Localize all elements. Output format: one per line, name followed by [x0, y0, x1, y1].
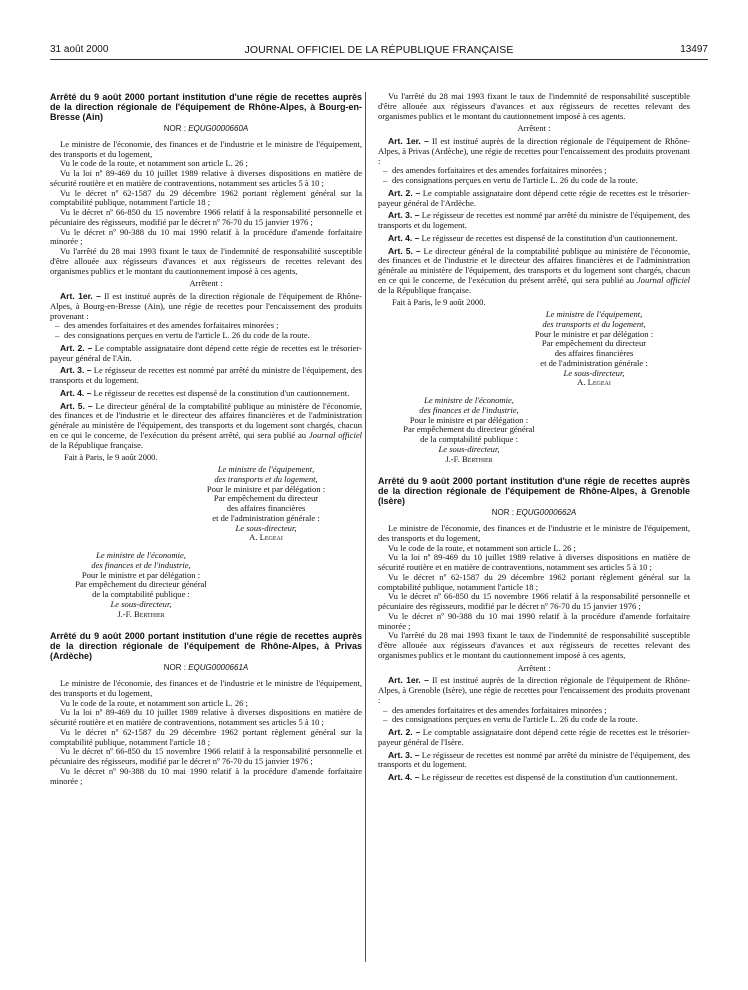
list-item: – des consignations perçues en vertu de l'article L. 26 du code de la route.	[378, 715, 690, 725]
article-label: Art. 2. –	[388, 727, 421, 737]
fait-a-paris: Fait à Paris, le 9 août 2000.	[64, 452, 158, 463]
preamble-paragraph: Vu l'arrêté du 28 mai 1993 fixant le taux de l'indemnité de responsabilité susceptible d'être allouée aux régisseurs d'avances et aux régisseurs de recettes relevant des organismes publics et le montant du cautionnement imposé à ces agents,	[378, 630, 690, 660]
preamble-paragraph: Vu le décret nº 66-850 du 15 novembre 1966 relatif à la responsabilité personnelle et pécuniaire des régisseurs, modifié par le décret nº 76-70 du 15 janvier 1976 ;	[50, 746, 362, 766]
fait-a-paris: Fait à Paris, le 9 août 2000.	[392, 297, 486, 308]
right-column	[378, 92, 690, 783]
article-text: Il est institué auprès de la direction régionale de l'équipement de Rhône-Alpes, à Grenoble (Isère), une régie de recettes pour l'encaissement des produits provenant :	[378, 675, 690, 705]
list-item: – des consignations perçues en vertu de l'article L. 26 du code de la route.	[378, 176, 690, 186]
left-column	[50, 92, 362, 786]
article-1	[50, 292, 362, 321]
article-label: Art. 5. –	[60, 400, 93, 411]
signatory-name: A. Legeai	[577, 377, 611, 388]
article-text: Le comptable assignataire dont dépend cette régie de recettes est le trésorier-payeur général de l'Isère.	[378, 727, 690, 747]
nor-code: EQUG0000662A	[516, 508, 577, 518]
article-text: Le comptable assignataire dont dépend cette régie de recettes est le trésorier-payeur général de l'Ain.	[50, 342, 362, 363]
article-4	[50, 389, 362, 399]
signature-line: Par empêchement du directeur	[213, 493, 319, 504]
article-label: Art. 2. –	[60, 342, 93, 353]
article-label: Art. 1er. –	[60, 291, 101, 301]
article-text: Le régisseur de recettes est nommé par arrêté du ministre de l'équipement, des transports et du logement.	[50, 365, 362, 385]
signature-line: des transports et du logement,	[214, 473, 318, 484]
article-label: Art. 1er. –	[388, 136, 429, 146]
article-2	[378, 189, 690, 209]
signatory-name: A. Legeai	[249, 532, 283, 543]
article-3	[50, 366, 362, 386]
article-3	[378, 751, 690, 771]
article-4	[378, 773, 690, 783]
signature-equipement	[498, 310, 690, 388]
article-text: de la République française.	[378, 284, 472, 295]
article-label: Art. 1er. –	[388, 675, 429, 686]
signature-line: Le ministre de l'équipement,	[545, 309, 643, 319]
signature-line: des finances et de l'industrie,	[419, 404, 519, 415]
signature-economie	[378, 396, 560, 464]
journal-reference: Journal officiel	[636, 274, 690, 285]
signature-line: des finances et de l'industrie,	[91, 559, 191, 570]
signature-line: des affaires financières	[226, 503, 306, 513]
preamble-paragraph: Vu le décret nº 62-1587 du 29 décembre 1962 portant règlement général sur la comptabilité publique, notamment l'article 18 ;	[378, 571, 690, 592]
article-text: Le directeur général de la comptabilité publique au ministère de l'économie, des finances et de l'industrie et le directeur des affaires financières et de l'administration générale au ministère de l'équipement, des transports et du logement sont chargés, chacun en ce qui le concerne, de l'exécution du présent arrêté, qui sera publié au	[50, 400, 362, 440]
signature-line: Pour le ministre et par délégation :	[534, 328, 654, 339]
signature-line: Le sous-directeur,	[110, 598, 172, 609]
preamble-paragraph: Vu le décret nº 62-1587 du 29 décembre 1962 portant règlement général sur la comptabilité publique, notamment l'article 18 ;	[50, 726, 362, 747]
preamble-paragraph: Vu le décret nº 66-850 du 15 novembre 1966 relatif à la responsabilité personnelle et pécuniaire des régisseurs, modifié par le décret nº 76-70 du 15 janvier 1976 ;	[378, 591, 690, 611]
article-label: Art. 4. –	[60, 387, 92, 398]
preamble-paragraph: Vu le code de la route, et notamment son article L. 26 ;	[388, 542, 576, 553]
preamble-paragraph: Le ministre de l'économie, des finances et de l'industrie et le ministre de l'équipement, des transports et du logement,	[50, 138, 362, 159]
signatory-name: J.-F. Berthier	[445, 453, 493, 464]
header-rule	[50, 59, 708, 60]
arrete-ardeche-continued	[378, 92, 690, 464]
signatory-name: J.-F. Berthier	[117, 608, 165, 619]
preamble-paragraph: Vu le code de la route, et notamment son article L. 26 ;	[60, 697, 248, 708]
signature-line: Le ministre de l'économie,	[96, 550, 186, 560]
article-2	[50, 344, 362, 364]
article-text: de la République française.	[50, 439, 144, 450]
preamble-paragraph: Vu le décret nº 90-388 du 10 mai 1990 relatif à la procédure d'amende forfaitaire minorée ;	[50, 226, 362, 247]
preamble-paragraph: Vu l'arrêté du 28 mai 1993 fixant le taux de l'indemnité de responsabilité susceptible d'être allouée aux régisseurs d'avances et aux régisseurs de recettes relevant des organismes publics et le montant du cautionnement imposé à ces agents,	[50, 246, 362, 276]
article-label: Art. 3. –	[388, 749, 420, 760]
signature-line: Pour le ministre et par délégation :	[81, 569, 201, 580]
preamble-paragraph: Le ministre de l'économie, des finances et de l'industrie et le ministre de l'équipement, des transports et du logement,	[378, 523, 690, 543]
article-label: Art. 4. –	[388, 772, 420, 782]
article-5	[378, 247, 690, 296]
article-label: Art. 5. –	[388, 245, 421, 256]
nor-label: NOR :	[163, 663, 186, 673]
article-text: Le régisseur de recettes est dispensé de la constitution d'un cautionnement.	[421, 772, 678, 782]
list-item: – des amendes forfaitaires et des amendes forfaitaires minorées ;	[50, 321, 362, 331]
arrete-title: Arrêté du 9 août 2000 portant institution d'une régie de recettes auprès de la direction régionale de l'équipement de Rhône-Alpes, à Privas (Ardèche)	[50, 631, 362, 662]
list-item: – des consignations perçues en vertu de l'article L. 26 du code de la route.	[50, 331, 362, 341]
signature-line: Le sous-directeur,	[563, 367, 625, 378]
signature-line: et de l'administration générale :	[540, 357, 648, 368]
article-3	[378, 211, 690, 231]
arrete-ardeche	[50, 631, 362, 786]
arrete-ain	[50, 92, 362, 619]
arrete-title: Arrêté du 9 août 2000 portant institution d'une régie de recettes auprès de la direction régionale de l'équipement de Rhône-Alpes, à Bourg-en-Bresse (Ain)	[50, 92, 362, 122]
arretent-heading: Arrêtent :	[189, 278, 223, 289]
article-label: Art. 3. –	[60, 365, 92, 376]
nor-reference	[378, 508, 690, 518]
arrete-title: Arrêté du 9 août 2000 portant institution d'une régie de recettes auprès de la direction régionale de l'équipement de Rhône-Alpes, à Grenoble (Isère)	[378, 476, 690, 507]
arrete-isere	[378, 476, 690, 783]
nor-label: NOR :	[163, 124, 186, 133]
article-text: Le régisseur de recettes est dispensé de la constitution d'un cautionnement.	[93, 387, 350, 398]
nor-reference	[50, 124, 362, 134]
journal-title: JOURNAL OFFICIEL DE LA RÉPUBLIQUE FRANÇAISE	[244, 44, 514, 56]
nor-label: NOR :	[491, 508, 514, 518]
signature-line: Par empêchement du directeur	[541, 338, 647, 349]
signature-line: des transports et du logement,	[542, 318, 646, 329]
arretent-heading: Arrêtent :	[517, 123, 551, 134]
article-5	[50, 402, 362, 451]
page-header	[50, 44, 708, 58]
preamble-paragraph: Vu la loi nº 89-469 du 10 juillet 1989 relative à diverses dispositions en matière de sécurité routière et en matière de contraventions, notamment ses articles 5 à 10 ;	[50, 707, 362, 727]
signature-line: de la comptabilité publique :	[420, 434, 518, 444]
preamble-paragraph: Le ministre de l'économie, des finances et de l'industrie et le ministre de l'équipement, des transports et du logement,	[50, 678, 362, 698]
article-text: Le directeur général de la comptabilité publique au ministère de l'économie, des finances et de l'industrie et le directeur des affaires financières et de l'administration générale au ministère de l'équipement, des transports et du logement sont chargés, chacun en ce qui le concerne, de l'exécution du présent arrêté, qui sera publié au	[378, 245, 690, 285]
nor-code: EQUG0000660A	[188, 124, 249, 133]
arretent-heading: Arrêtent :	[517, 662, 551, 673]
article-1	[378, 676, 690, 705]
article-label: Art. 2. –	[388, 187, 421, 198]
nor-reference	[50, 663, 362, 673]
preamble-paragraph: Vu le code de la route, et notamment son article L. 26 ;	[60, 158, 248, 169]
page-number: 13497	[680, 44, 708, 55]
signature-line: Le sous-directeur,	[438, 443, 500, 454]
list-item: – des amendes forfaitaires et des amendes forfaitaires minorées ;	[378, 706, 690, 716]
preamble-paragraph: Vu le décret nº 90-388 du 10 mai 1990 relatif à la procédure d'amende forfaitaire minorée ;	[50, 765, 362, 786]
preamble-paragraph: Vu le décret nº 66-850 du 15 novembre 1966 relatif à la responsabilité personnelle et pécuniaire des régisseurs, modifié par le décret nº 76-70 du 15 janvier 1976 ;	[50, 207, 362, 227]
signature-line: et de l'administration générale :	[212, 512, 320, 523]
signature-line: des affaires financières	[554, 348, 634, 358]
article-text: Il est institué auprès de la direction régionale de l'équipement de Rhône-Alpes, à Bourg-en-Bresse (Ain), une régie de recettes pour l'encaissement des produits provenant :	[50, 291, 362, 321]
article-4	[378, 234, 690, 244]
article-1	[378, 137, 690, 166]
signature-equipement	[170, 465, 362, 543]
signature-line: Le ministre de l'équipement,	[217, 464, 315, 474]
preamble-paragraph: Vu le décret nº 90-388 du 10 mai 1990 relatif à la procédure d'amende forfaitaire minorée ;	[378, 610, 690, 631]
article-2	[378, 728, 690, 748]
signature-line: Par empêchement du directeur général	[403, 424, 535, 435]
signature-line: Par empêchement du directeur général	[75, 579, 207, 590]
article-label: Art. 3. –	[388, 210, 420, 221]
article-text: Le comptable assignataire dont dépend cette régie de recettes est le trésorier-payeur général de l'Ardèche.	[378, 187, 690, 208]
signature-line: Pour le ministre et par délégation :	[409, 414, 529, 425]
article-text: Le régisseur de recettes est dispensé de la constitution d'un cautionnement.	[421, 232, 678, 243]
preamble-paragraph: Vu le décret nº 62-1587 du 29 décembre 1962 portant règlement général sur la comptabilité publique, notamment l'article 18 ;	[50, 187, 362, 208]
article-text: Le régisseur de recettes est nommé par arrêté du ministre de l'équipement, des transports et du logement.	[378, 749, 690, 770]
signature-economie	[50, 551, 232, 619]
article-text: Le régisseur de recettes est nommé par arrêté du ministre de l'équipement, des transports et du logement.	[378, 210, 690, 230]
preamble-paragraph: Vu la loi nº 89-469 du 10 juillet 1989 relative à diverses dispositions en matière de sécurité routière et en matière de contraventions, notamment ses articles 5 à 10 ;	[378, 552, 690, 572]
list-item: – des amendes forfaitaires et des amendes forfaitaires minorées ;	[378, 166, 690, 176]
article-text: Il est institué auprès de la direction régionale de l'équipement de Rhône-Alpes, à Privas (Ardèche), une régie de recettes pour l'encaissement des produits provenant :	[378, 136, 690, 166]
signature-line: Pour le ministre et par délégation :	[206, 483, 326, 494]
signature-line: Le ministre de l'économie,	[424, 395, 514, 405]
journal-reference: Journal officiel	[308, 429, 362, 440]
issue-date: 31 août 2000	[50, 44, 109, 55]
column-separator	[365, 92, 366, 962]
preamble-paragraph: Vu la loi nº 89-469 du 10 juillet 1989 relative à diverses dispositions en matière de sécurité routière et en matière de contraventions, notamment ses articles 5 à 10 ;	[50, 168, 362, 188]
nor-code: EQUG0000661A	[188, 663, 249, 673]
signature-line: de la comptabilité publique :	[92, 589, 190, 599]
signature-line: Le sous-directeur,	[235, 522, 297, 533]
article-label: Art. 4. –	[388, 232, 420, 243]
preamble-paragraph: Vu l'arrêté du 28 mai 1993 fixant le taux de l'indemnité de responsabilité susceptible d'être allouée aux régisseurs d'avances et aux régisseurs de recettes relevant des organismes publics et le montant du cautionnement imposé à ces agents.	[378, 91, 690, 121]
